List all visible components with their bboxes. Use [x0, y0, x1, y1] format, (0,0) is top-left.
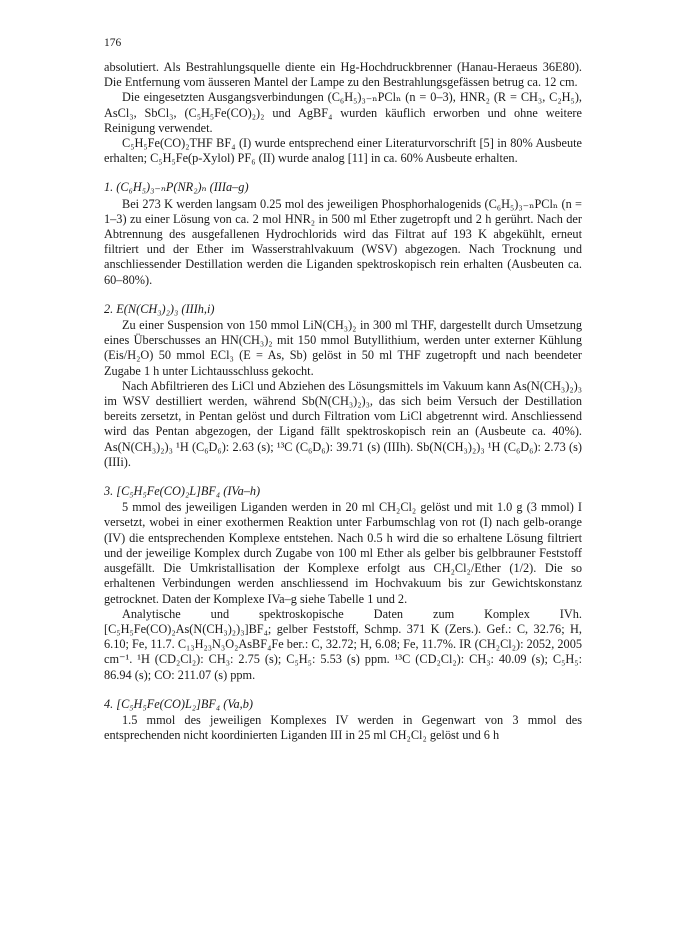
paragraph: 5 mmol des jeweiligen Liganden werden in 20 ml CH₂Cl₂ gelöst und mit 1.0 g (3 mmol) I versetzt, wobei in einer exothermen Reaktion unter Farbumschlag von rot (I) nach gelb-orange (IV) die entsprechenden Komplexe entstehen. Nach 0.5 h wird die so erhaltene Lösung filtriert und der jeweilige Komplex durch Zugabe von 100 ml Ether als gelber bis gelbbrauner Feststoff ausgefällt. Die Umkristallisation der Komplexe erfolgt aus CH₂Cl₂/Ether (1/2). Die so erhaltenen Verbindungen werden anschliessend im Hochvakuum bis zur Gewichtskonstanz getrocknet. Daten der Komplexe IVa–g siehe Tabelle 1 und 2. — [104, 500, 582, 606]
paragraph: Zu einer Suspension von 150 mmol LiN(CH₃)₂ in 300 ml THF, dargestellt durch Umsetzung eines Überschusses an HN(CH₃)₂ mit 150 mmol Butyllithium, werden unter externer Kühlung (Eis/H₂O) 50 mmol ECl₃ (E = As, Sb) gelöst in 50 ml THF zugetropft und nach beendeter Zugabe 1 h unter Lichtausschluss gekocht. — [104, 318, 582, 378]
section-heading-1: 1. (C₆H₅)₃₋ₙP(NR₂)ₙ (IIIa–g) — [104, 180, 249, 195]
paragraph: absolutiert. Als Bestrahlungsquelle diente ein Hg-Hochdruckbrenner (Hanau-Heraeus 36E80). Die Entfernung vom äusseren Mantel der Lampe zu den Bestrahlungsgefässen betrug ca. 12 cm. — [104, 60, 582, 90]
page-number: 176 — [104, 37, 122, 49]
paragraph: Die eingesetzten Ausgangsverbindungen (C₆H₅)₃₋ₙPClₙ (n = 0–3), HNR₂ (R = CH₃, C₂H₅), AsCl₃, SbCl₃, (C₅H₅Fe(CO)₂)₂ und AgBF₄ wurden käuflich erworben und ohne weitere Reinigung verwendet. — [104, 90, 582, 135]
paragraph: 1.5 mmol des jeweiligen Komplexes IV werden in Gegenwart von 3 mmol des entsprechenden nicht koordinierten Liganden III in 25 ml CH₂Cl₂ gelöst und 6 h — [104, 712, 582, 743]
paragraph: Bei 273 K werden langsam 0.25 mol des jeweiligen Phosphorhalogenids (C₆H₅)₃₋ₙPClₙ (n = 1–3) zu einer Lösung von ca. 2 mol HNR₂ in 500 ml Ether zugetropft und 2 h gerührt. Nach der Abtrennung des ausgefallenen Hydrochlorids wird das Filtrat auf 193 K abgekühlt, erneut filtriert und der Ether im Wasserstrahlvakuum (WSV) abgezogen. Nach Trocknung und anschliessender Destillation werden die Liganden spektroskopisch rein erhalten (Ausbeuten ca. 60–80%). — [104, 196, 582, 287]
section-heading-4: 4. [C₅H₅Fe(CO)L₂]BF₄ (Va,b) — [104, 696, 253, 711]
paragraph: Nach Abfiltrieren des LiCl und Abziehen des Lösungsmittels im Vakuum kann As(N(CH₃)₂)₃ im WSV destilliert werden, während Sb(N(CH₃)₂)₃, das sich beim Versuch der Destillation bereits zersetzt, in Pentan gelöst und durch Filtration vom LiCl abgetrennt wird. Anschliessend wird das Pentan abgezogen, der Ligand fällt spektroskopisch rein an (Ausbeute ca. 40%). As(N(CH₃)₂)₃ ¹H (C₆D₆): 2.63 (s); ¹³C (C₆D₆): 39.71 (s) (IIIh). Sb(N(CH₃)₂)₃ ¹H (C₆D₆): 2.73 (s) (IIIi). — [104, 378, 582, 469]
page-body — [104, 60, 582, 743]
paragraph: C₅H₅Fe(CO)₂THF BF₄ (I) wurde entsprechend einer Literaturvorschrift [5] in 80% Ausbeute erhalten; C₅H₅Fe(p-Xylol) PF₆ (II) wurde analog [11] in ca. 60% Ausbeute erhalten. — [104, 136, 582, 166]
section-heading-2: 2. E(N(CH₃)₂)₃ (IIIh,i) — [104, 301, 215, 316]
paragraph: Analytische und spektroskopische Daten zum Komplex IVh. [C₅H₅Fe(CO)₂As(N(CH₃)₂)₃]BF₄; gelber Feststoff, Schmp. 371 K (Zers.). Gef.: C, 32.76; H, 6.10; Fe, 11.7. C₁₃H₂₃N₃O₂AsBF₄Fe ber.: C, 32.72; H, 6.08; Fe, 11.7%. IR (CH₂Cl₂): 2052, 2005 cm⁻¹. ¹H (CD₂Cl₂): CH₃: 2.75 (s); C₅H₅: 5.53 (s) ppm. ¹³C (CD₂Cl₂): CH₃: 40.09 (s); C₅H₅: 86.94 (s); CO: 211.07 (s) ppm. — [104, 606, 582, 682]
section-heading-3: 3. [C₅H₅Fe(CO)₂L]BF₄ (IVa–h) — [104, 484, 261, 499]
